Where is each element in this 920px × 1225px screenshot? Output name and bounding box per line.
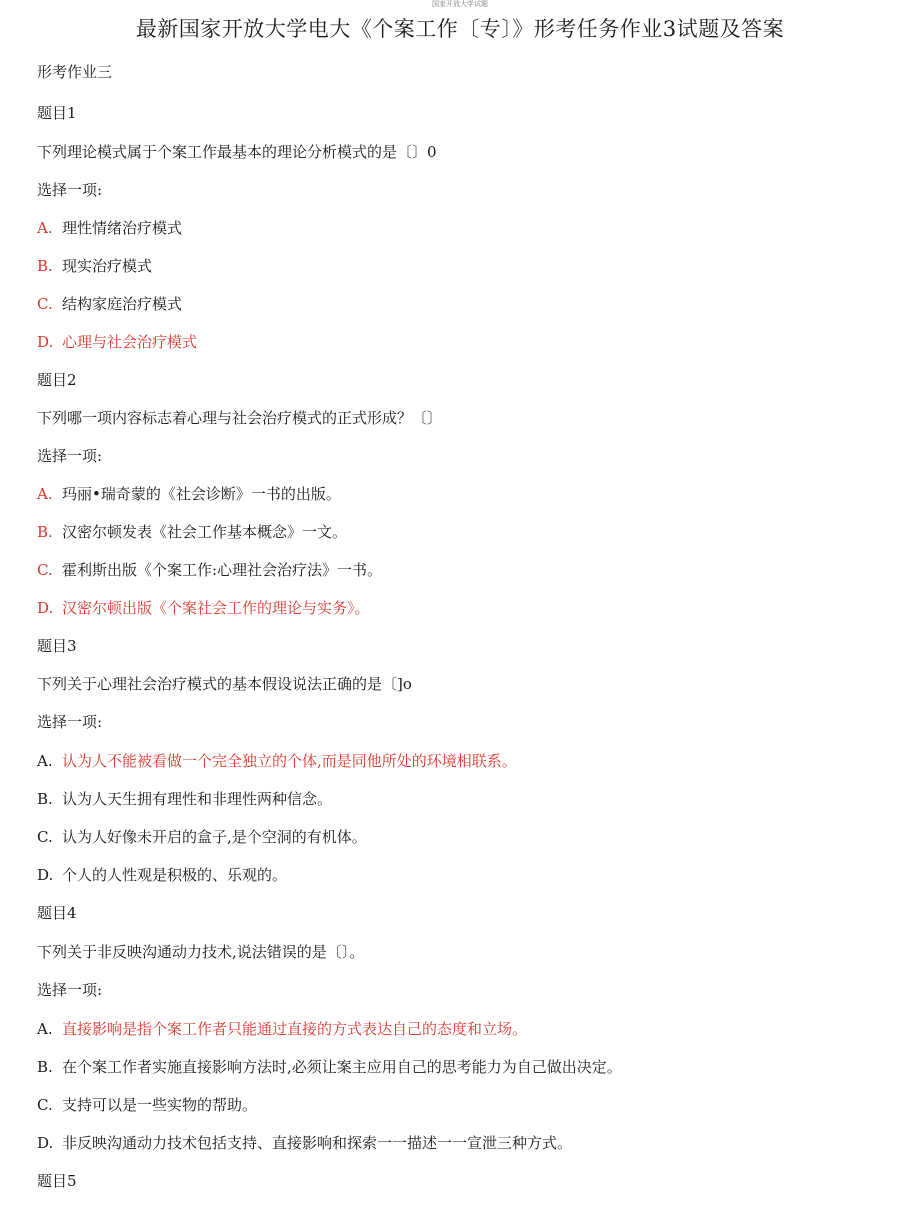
option-c <box>37 294 182 314</box>
option-letter: D. <box>37 333 54 351</box>
option-letter: A. <box>37 752 53 770</box>
option-letter: B. <box>37 1058 53 1076</box>
option-letter: C. <box>37 295 53 313</box>
question-stem: 下列哪一项内容标志着心理与社会治疗模式的正式形成？〔〕 <box>37 409 443 427</box>
question-prompt: 选择一项: <box>37 447 103 465</box>
question-stem: 下列理论模式属于个案工作最基本的理论分析模式的是〔〕0 <box>37 143 437 161</box>
option-d <box>37 865 287 885</box>
option-text: 结构家庭治疗模式 <box>62 295 183 313</box>
option-a <box>37 484 341 504</box>
option-text: 非反映沟通动力技术包括支持、直接影响和探索一一描述一一宣泄三种方式。 <box>62 1134 573 1152</box>
option-b <box>37 789 332 809</box>
option-text: 个人的人性观是积极的、乐观的。 <box>62 866 288 884</box>
option-c <box>37 1095 257 1115</box>
option-d-correct <box>37 332 197 352</box>
option-text: 认为人天生拥有理性和非理性两种信念。 <box>62 790 333 808</box>
question-label: 题目3 <box>37 637 77 655</box>
question-label: 题目4 <box>37 904 77 922</box>
question-label: 题目5 <box>37 1172 77 1190</box>
option-text: 汉密尔顿出版《个案社会工作的理论与实务》。 <box>62 599 370 617</box>
option-b <box>37 522 347 542</box>
question-stem: 下列关于心理社会治疗模式的基本假设说法正确的是〔]o <box>37 675 412 693</box>
option-letter: A. <box>37 219 53 237</box>
option-a-correct <box>37 751 517 771</box>
option-text: 霍利斯出版《个案工作:心理社会治疗法》一书。 <box>62 561 383 579</box>
question-prompt: 选择一项: <box>37 713 103 731</box>
option-letter: D. <box>37 866 54 884</box>
option-text: 汉密尔顿发表《社会工作基本概念》一文。 <box>62 523 348 541</box>
option-c <box>37 560 382 580</box>
option-d <box>37 1133 572 1153</box>
option-c <box>37 827 367 847</box>
option-letter: B. <box>37 523 53 541</box>
option-text: 现实治疗模式 <box>62 257 153 275</box>
option-b <box>37 1057 622 1077</box>
option-b <box>37 256 152 276</box>
option-text: 支持可以是一些实物的帮助。 <box>62 1096 258 1114</box>
option-letter: D. <box>37 1134 54 1152</box>
option-text: 理性情绪治疗模式 <box>62 219 183 237</box>
option-letter: C. <box>37 1096 53 1114</box>
option-letter: B. <box>37 790 53 808</box>
question-label: 题目1 <box>37 104 77 122</box>
option-text: 认为人好像未开启的盒子,是个空洞的有机体。 <box>62 828 367 846</box>
option-text: 在个案工作者实施直接影响方法时,必须让案主应用自己的思考能力为自己做出决定。 <box>62 1058 622 1076</box>
option-text: 玛丽•瑞奇蒙的《社会诊断》一书的出版。 <box>62 485 341 503</box>
option-letter: C. <box>37 561 53 579</box>
question-prompt: 选择一项: <box>37 181 103 199</box>
option-letter: A. <box>37 1020 53 1038</box>
question-stem: 下列关于非反映沟通动力技术,说法错误的是〔〕。 <box>37 943 365 961</box>
option-letter: C. <box>37 828 53 846</box>
option-text: 认为人不能被看做一个完全独立的个体,而是同他所处的环境相联系。 <box>62 752 517 770</box>
option-text: 直接影响是指个案工作者只能通过直接的方式表达自己的态度和立场。 <box>62 1020 528 1038</box>
option-a-correct <box>37 1019 527 1039</box>
document-title: 最新国家开放大学电大《个案工作〔专〕》形考任务作业3试题及答案 <box>135 17 785 41</box>
section-heading: 形考作业三 <box>37 63 113 81</box>
page-header: 国家开放大学试题 <box>432 0 488 8</box>
option-text: 心理与社会治疗模式 <box>62 333 198 351</box>
option-a <box>37 218 182 238</box>
option-letter: A. <box>37 485 53 503</box>
question-label: 题目2 <box>37 371 77 389</box>
option-d-correct <box>37 598 370 618</box>
option-letter: B. <box>37 257 53 275</box>
option-letter: D. <box>37 599 54 617</box>
question-prompt: 选择一项: <box>37 981 103 999</box>
